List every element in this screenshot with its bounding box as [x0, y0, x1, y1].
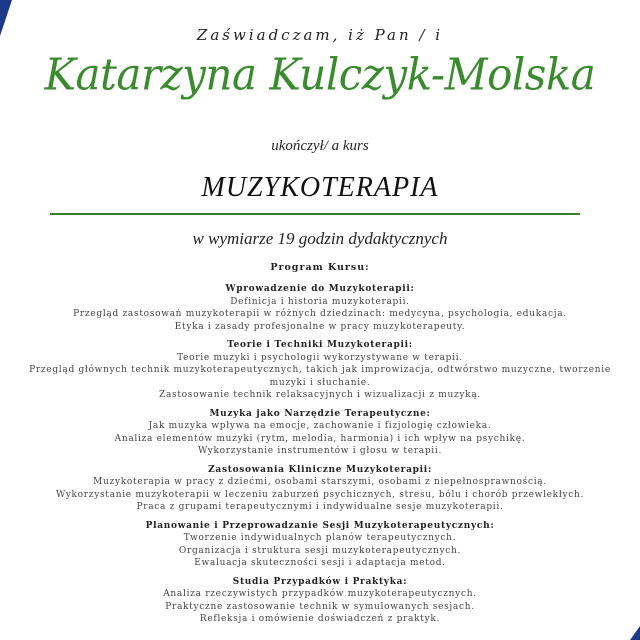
section-heading: Muzyka jako Narzędzie Terapeutyczne: — [209, 408, 431, 419]
section-line: Praktyczne zastosowanie technik w symulowanych sesjach. — [165, 601, 475, 612]
recipient-name: Katarzyna Kulczyk-Molska — [44, 48, 596, 101]
section-line: Ewaluacja skuteczności sesji i adaptacja metod. — [194, 558, 446, 568]
divider — [50, 213, 580, 215]
program-section — [20, 464, 620, 514]
section-line: Tworzenie indywidualnych planów terapeutycznych. — [183, 533, 457, 543]
section-line: Zastosowanie technik relaksacyjnych i wizualizacji z muzyką. — [159, 390, 481, 400]
section-line: Organizacja i struktura sesji muzykoterapeutycznych. — [178, 545, 462, 556]
section-line: Praca z grupami terapeutycznymi i indywidualne sesje muzykoterapii. — [136, 502, 504, 512]
completed-text: ukończył/ a kurs — [271, 138, 369, 154]
section-line: Teorie muzyki i psychologii wykorzystywane w terapii. — [177, 352, 463, 363]
section-line: Analiza rzeczywistych przypadków muzykoterapeutycznych. — [163, 589, 477, 599]
section-heading: Zastosowania Kliniczne Muzykoterapii: — [208, 464, 432, 475]
certificate-intro: Zaświadczam, iż Pan / i — [196, 26, 444, 44]
hours-text: w wymiarze 19 godzin dydaktycznych — [192, 229, 448, 248]
section-heading: Teorie i Techniki Muzykoterapii: — [227, 340, 413, 350]
program-section — [20, 408, 620, 458]
section-line: Definicja i historia muzykoterapii. — [230, 296, 410, 307]
section-line: Przegląd głównych technik muzykoterapeutycznych, takich jak improwizacja, odtwórstwo muzyczne, tworzenie muzyki i słuchanie. — [29, 365, 611, 388]
section-heading: Planowanie i Przeprowadzanie Sesji Muzykoterapeutycznych: — [145, 520, 495, 531]
program-section — [20, 576, 620, 626]
section-line: Refleksja i omówienie doświadczeń z praktyk. — [199, 614, 441, 624]
course-title: MUZYKOTERAPIA — [201, 172, 439, 203]
section-line: Analiza elementów muzyki (rytm, melodia, harmonia) i ich wpływ na psychikę. — [114, 433, 526, 444]
section-line: Jak muzyka wpływa na emocje, zachowanie i fizjologię człowieka. — [148, 421, 492, 431]
program-section — [20, 520, 620, 570]
program-title: Program Kursu: — [270, 262, 370, 273]
section-heading: Wprowadzenie do Muzykoterapii: — [225, 284, 415, 294]
section-heading: Studia Przypadków i Praktyka: — [232, 576, 408, 587]
program-section — [20, 283, 620, 333]
section-line: Wykorzystanie instrumentów i głosu w terapii. — [197, 446, 443, 456]
section-line: Wykorzystanie muzykoterapii w leczeniu zaburzeń psychicznych, stresu, bólu i chorób przewlekłych. — [55, 489, 585, 500]
section-line: Muzykoterapia w pracy z dziećmi, osobami starszymi, osobami z niepełnosprawnością. — [93, 477, 547, 487]
program-section — [20, 339, 620, 402]
section-line: Etyka i zasady profesjonalne w pracy muzykoterapeuty. — [174, 321, 466, 332]
section-line: Przegląd zastosowań muzykoterapii w różnych dziedzinach: medycyna, psychologia, edukacja. — [73, 309, 567, 319]
program-sections — [0, 283, 640, 632]
